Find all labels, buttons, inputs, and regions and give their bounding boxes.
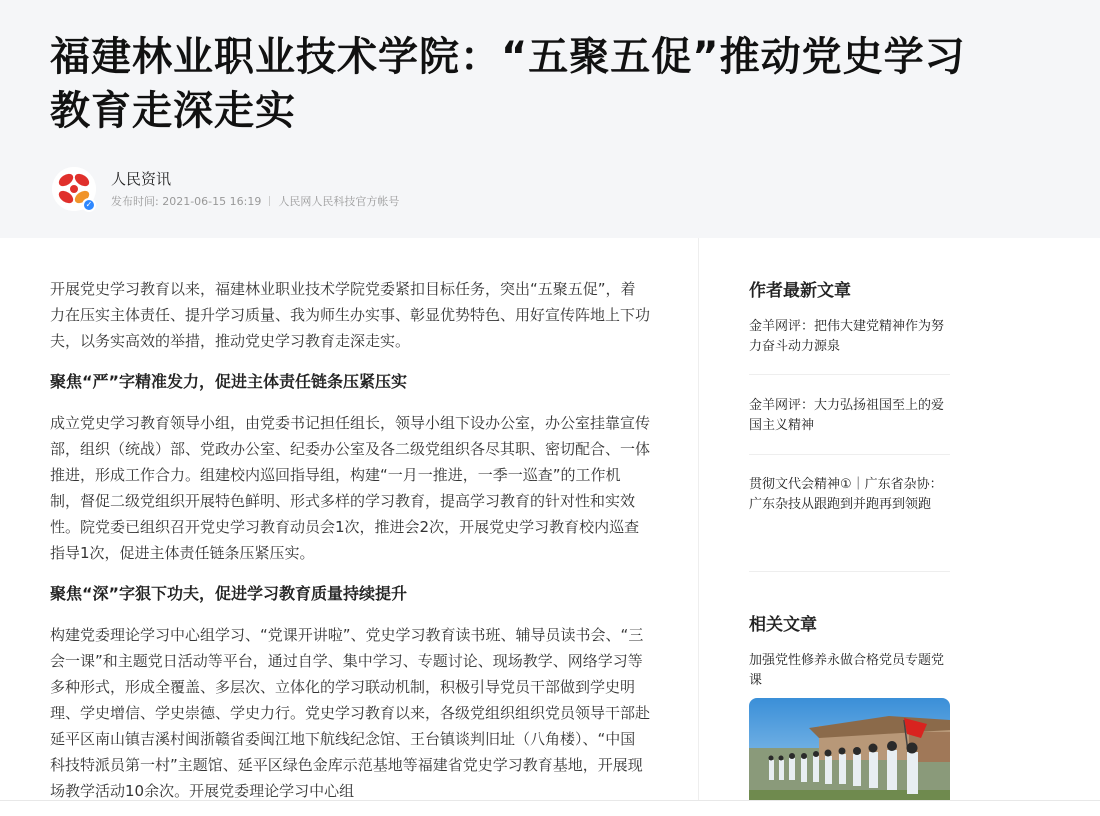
latest-article-link[interactable]: 金羊网评：把伟大建党精神作为努力奋斗动力源泉 [749,319,945,354]
verified-badge-icon: ✓ [82,198,96,212]
account-description: 人民网人民科技官方帐号 [278,195,400,208]
publish-time: 发布时间: 2021-06-15 16:19 [111,195,262,208]
meta-separator [269,196,270,206]
sidebar-divider [749,454,950,455]
article-paragraph: 构建党委理论学习中心组学习、“党课开讲啦”、党史学习教育读书班、辅导员读书会、“三会一课”和主题党日活动等平台，通过自学、集中学习、专题讨论、现场教学、网络学习等多种形式，形成全覆盖、多层次、立体化的学习联动机制，积极引导党员干部做到学史明理、学史增信、学史崇德、学史力行。党史学习教育以来，各级党组织组织党员领导干部赴延平区南山镇吉溪村闽浙赣省委闽江地下航线纪念馆、王台镇谈判旧址（八角楼）、“中国科技特派员第一村”主题馆、延平区绿色金库示范基地等福建省党史学习教育基地，开展现场教学活动10余次。开展党委理论学习中心组 [50,626,651,800]
column-divider [698,238,699,816]
related-article-thumbnail[interactable] [749,698,950,808]
article-paragraph: 成立党史学习教育领导小组，由党委书记担任组长，领导小组下设办公室，办公室挂靠宣传部，组织（统战）部、党政办公室、纪委办公室及各二级党组织各尽其职、密切配合、一体推进，形成工作合力。组建校内巡回指导组，构建“一月一推进，一季一巡查”的工作机制，督促二级党组织开展特色鲜明、形式多样的学习教育，提高学习教育的针对性和实效性。院党委已组织召开党史学习教育动员会1次，推进会2次，开展党史学习教育校内巡查指导1次，促进主体责任链条压紧压实。 [50,414,651,562]
author-name[interactable]: 人民资讯 [111,170,172,188]
latest-articles-heading: 作者最新文章 [749,281,851,301]
section-heading: 聚焦“严”字精准发力，促进主体责任链条压紧压实 [50,372,408,391]
article-paragraph: 开展党史学习教育以来，福建林业职业技术学院党委紧扣目标任务，突出“五聚五促”，着力在压实主体责任、提升学习质量、我为师生办实事、彰显优势特色、用好宣传阵地上下功夫，以务实高效的举措，推动党史学习教育走深走实。 [50,280,651,350]
article-body [50,276,650,816]
related-articles-heading: 相关文章 [749,615,817,635]
sidebar-divider [749,571,950,572]
latest-article-link[interactable]: 金羊网评：大力弘扬祖国至上的爱国主义精神 [749,398,945,433]
latest-article-link[interactable]: 贯彻文代会精神①｜广东省杂协：广东杂技从跟跑到并跑再到领跑 [749,477,943,512]
sidebar-divider [749,374,950,375]
footer-strip [0,801,1100,816]
related-article-link[interactable]: 加强党性修养永做合格党员专题党课 [749,653,945,688]
publish-meta [111,193,399,209]
page-title: 福建林业职业技术学院：“五聚五促”推动党史学习教育走深走实 [50,34,966,134]
section-heading: 聚焦“深”字狠下功夫，促进学习教育质量持续提升 [50,584,408,603]
